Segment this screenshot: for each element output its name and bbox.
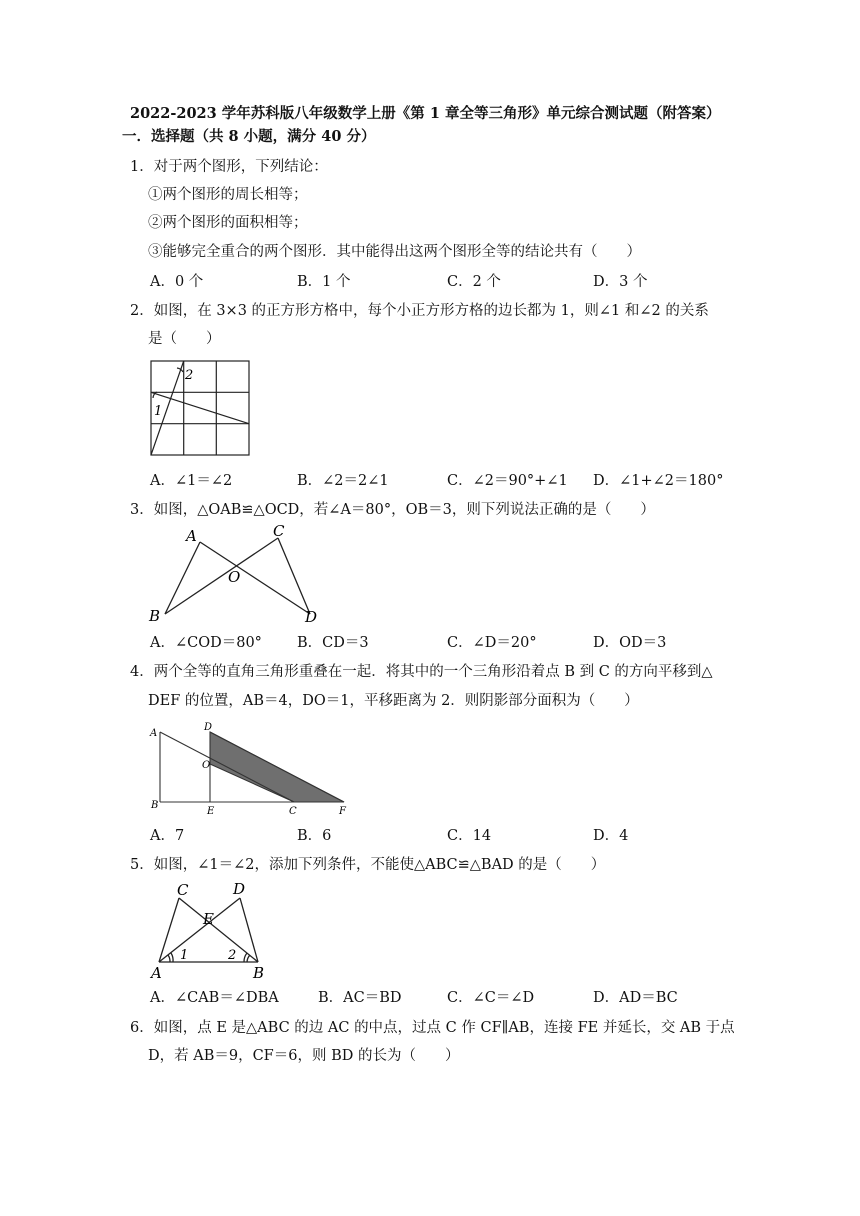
q4-option-d: D．4	[593, 828, 629, 844]
q4-stem: 4．两个全等的直角三角形重叠在一起．将其中的一个三角形沿着点 B 到 C 的方向平移到△	[130, 664, 713, 680]
q4-stem-cont: DEF 的位置，AB＝4，DO＝1，平移距离为 2．则阴影部分面积为（ ）	[148, 693, 639, 709]
q2-angle-1-label: 1	[154, 404, 163, 419]
q3-label-d: D	[305, 608, 318, 626]
q5-label-a: A	[151, 964, 162, 982]
q4-label-b: B	[151, 800, 159, 811]
q2-option-c: C．∠2＝90°+∠1	[447, 473, 568, 489]
q2-option-b: B．∠2＝2∠1	[297, 473, 389, 489]
q5-angle-1-label: 1	[180, 948, 189, 963]
q3-option-d: D．OD＝3	[593, 635, 667, 651]
q5-option-b: B．AC＝BD	[318, 990, 402, 1006]
q2-stem-cont: 是（ ）	[148, 331, 221, 347]
q4-label-d: D	[204, 722, 213, 733]
q4-label-c: C	[289, 806, 297, 817]
q1-condition-2: ②两个图形的面积相等；	[148, 215, 308, 231]
q3-label-c: C	[273, 522, 285, 540]
q4-translation-figure	[148, 724, 348, 816]
q2-angle-2-label: 2	[185, 368, 194, 383]
q5-option-a: A．∠CAB＝∠DBA	[150, 990, 279, 1006]
q3-triangles-figure	[145, 522, 325, 626]
q1-condition-3: ③能够完全重合的两个图形．其中能得出这两个图形全等的结论共有（ ）	[148, 244, 641, 260]
q5-label-b: B	[253, 964, 265, 982]
q4-option-b: B．6	[297, 828, 332, 844]
q2-option-a: A．∠1＝∠2	[150, 473, 233, 489]
q5-label-d: D	[233, 880, 246, 898]
q6-stem: 6．如图，点 E 是△ABC 的边 AC 的中点，过点 C 作 CF∥AB，连接 FE 并延长，交 AB 于点	[130, 1020, 735, 1036]
q3-label-a: A	[186, 527, 197, 545]
q5-option-c: C．∠C＝∠D	[447, 990, 535, 1006]
q5-label-c: C	[177, 881, 189, 899]
q4-label-o: O	[202, 760, 211, 771]
q1-condition-1: ①两个图形的周长相等；	[148, 187, 308, 203]
q1-option-c: C．2 个	[447, 274, 501, 290]
q1-option-d: D．3 个	[593, 274, 648, 290]
q4-option-c: C．14	[447, 828, 492, 844]
q5-label-e: E	[203, 910, 214, 928]
q5-triangles-figure	[145, 880, 275, 980]
q3-stem: 3．如图，△OAB≌△OCD，若∠A＝80°，OB＝3，则下列说法正确的是（ ）	[130, 502, 655, 518]
q4-option-a: A．7	[150, 828, 185, 844]
q5-angle-2-label: 2	[228, 948, 237, 963]
q2-grid-figure	[150, 360, 250, 456]
q1-stem: 1．对于两个图形，下列结论：	[130, 159, 328, 175]
q3-option-a: A．∠COD＝80°	[150, 635, 262, 651]
q3-label-o: O	[228, 568, 241, 586]
q4-label-f: F	[339, 806, 346, 817]
section-heading: 一．选择题（共 8 小题，满分 40 分）	[122, 128, 376, 145]
q1-option-b: B．1 个	[297, 274, 351, 290]
q3-option-c: C．∠D＝20°	[447, 635, 537, 651]
q2-stem: 2．如图，在 3×3 的正方形方格中，每个小正方形方格的边长都为 1，则∠1 和∠2 的关系	[130, 303, 709, 319]
document-title: 2022-2023 学年苏科版八年级数学上册《第 1 章全等三角形》单元综合测试题（附答案）	[130, 105, 721, 122]
q6-stem-cont: D，若 AB＝9，CF＝6，则 BD 的长为（ ）	[148, 1048, 460, 1064]
q4-label-a: A	[150, 728, 158, 739]
q3-option-b: B．CD＝3	[297, 635, 369, 651]
q1-option-a: A．0 个	[150, 274, 204, 290]
q5-stem: 5．如图，∠1＝∠2，添加下列条件，不能使△ABC≌△BAD 的是（ ）	[130, 857, 606, 873]
q3-label-b: B	[149, 607, 161, 625]
q4-label-e: E	[207, 806, 215, 817]
q2-option-d: D．∠1+∠2＝180°	[593, 473, 724, 489]
q5-option-d: D．AD＝BC	[593, 990, 678, 1006]
